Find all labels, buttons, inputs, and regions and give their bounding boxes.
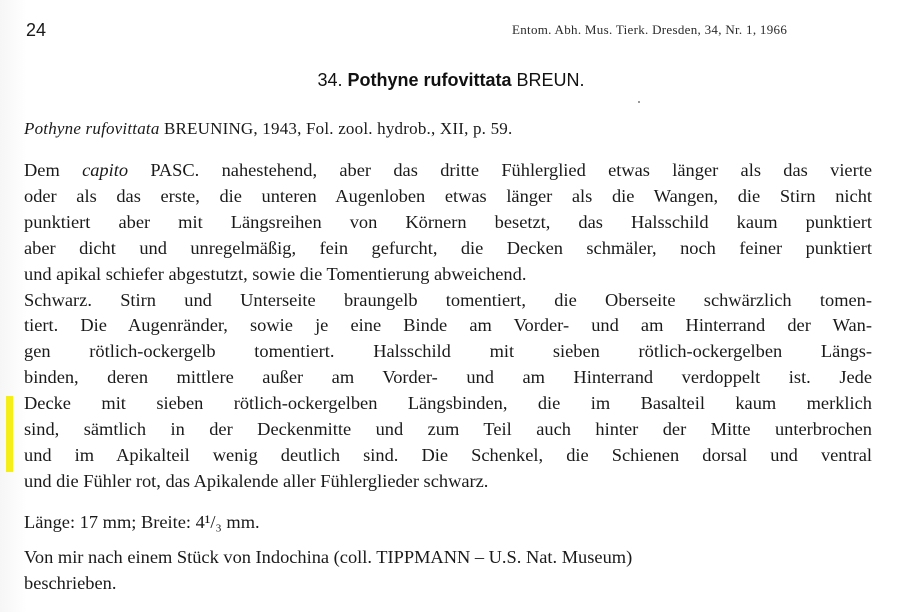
paragraph2-line: und die Fühler rot, das Apikalende aller Fühlerglieder schwarz. <box>24 470 489 491</box>
text-run: Dem <box>24 160 83 180</box>
citation-line <box>24 119 512 139</box>
page-number: 24 <box>26 20 47 40</box>
closing-line: beschrieben. <box>24 572 117 593</box>
paragraph1-line: punktiert aber mit Längsreihen von Körnern besetzt, das Halsschild kaum punktiert <box>24 211 872 232</box>
paragraph2-line: und im Apikalteil wenig deutlich sind. Die Schenkel, die Schienen dorsal und ventral <box>24 444 872 465</box>
title-species-name: Pothyne rufovittata <box>347 70 512 90</box>
paragraph1-line <box>24 158 872 184</box>
highlighter-mark <box>6 396 13 472</box>
paragraph1-line: oder als das erste, die unteren Augenloben etwas länger als die Wangen, die Stirn nicht <box>24 185 872 206</box>
paragraph1-line: und apikal schiefer abgestutzt, sowie die Tomentierung abweichend. <box>24 263 527 284</box>
paragraph2-line: gen rötlich-ockergelb tomentiert. Halsschild mit sieben rötlich-ockergelben Längs- <box>24 341 872 362</box>
citation-reference: BREUNING, 1943, Fol. zool. hydrob., XII, p. 59. <box>159 119 513 138</box>
paragraph2-line: Schwarz. Stirn und Unterseite braungelb tomentiert, die Oberseite schwärzlich tomen- <box>24 289 872 310</box>
paragraph2-line: binden, deren mittlere außer am Vorder- und am Hinterrand verdoppelt ist. Jede <box>24 367 872 388</box>
paragraph2-line: tiert. Die Augenränder, sowie je eine Binde am Vorder- und am Hinterrand der Wan- <box>24 315 872 336</box>
measurements-line: Länge: 17 mm; Breite: 4¹/₃ mm. <box>24 512 260 532</box>
article-title <box>0 70 902 91</box>
title-number: 34. <box>317 70 343 90</box>
journal-reference: Entom. Abh. Mus. Tierk. Dresden, 34, Nr. 1, 1966 <box>512 22 788 37</box>
title-author: BREUN. <box>516 70 585 90</box>
text-run: PASC. nahestehend, aber das dritte Fühlerglied etwas länger als das vierte <box>128 160 872 180</box>
paragraph2-line: sind, sämtlich in der Deckenmitte und zum Teil auch hinter der Mitte unterbrochen <box>24 419 872 440</box>
italic-species-ref: capito <box>82 160 129 180</box>
closing-paragraph <box>24 545 872 597</box>
closing-line: Von mir nach einem Stück von Indochina (coll. TIPPMANN – U.S. Nat. Museum) <box>24 547 633 567</box>
paragraph2-line: Decke mit sieben rötlich-ockergelben Längsbinden, die im Basalteil kaum merklich <box>24 393 872 414</box>
print-speck <box>638 101 640 103</box>
citation-species: Pothyne rufovittata <box>24 119 160 138</box>
description-body <box>24 158 872 495</box>
paragraph1-line: aber dicht und unregelmäßig, fein gefurcht, die Decken schmäler, noch feiner punktiert <box>24 237 872 258</box>
